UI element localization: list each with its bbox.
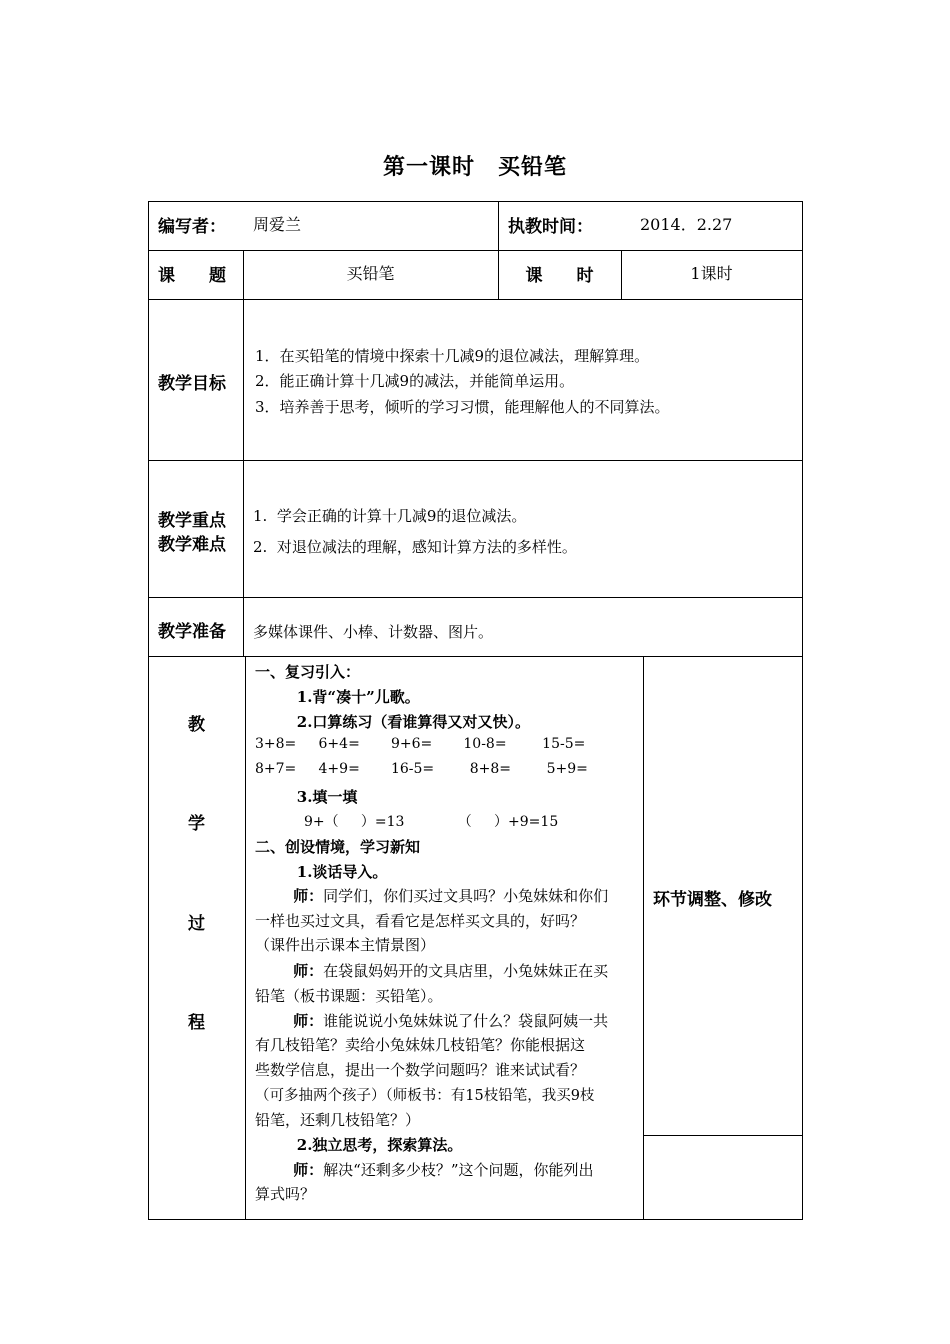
key-points-label: 教学重点 <box>158 511 226 531</box>
process-line: 铅笔，还剩几枝铅笔？） <box>255 1111 421 1129</box>
speaker-label: 师： <box>293 887 324 905</box>
col-divider <box>245 656 246 1219</box>
author-value: 周爱兰 <box>253 215 302 234</box>
row-divider <box>148 460 803 461</box>
process-line: 9+（ ）=13 （ ）+9=15 <box>255 814 559 830</box>
process-line: 8+7= 4+9= 16-5= 8+8= 5+9= <box>255 761 588 777</box>
author-label: 编写者： <box>158 217 226 237</box>
process-line: 3.填一填 <box>255 788 358 806</box>
process-label-char: 程 <box>188 1013 205 1033</box>
process-line: （可多抽两个孩子）（师板书：有15枝铅笔，我买9枝 <box>255 1088 595 1104</box>
key-item: 1. 学会正确的计算十几减9的退位减法。 <box>253 507 527 525</box>
process-line: 师：解决“还剩多少枝？”这个问题，你能列出 <box>293 1161 594 1179</box>
process-line: 铅笔（板书课题：买铅笔）。 <box>255 987 443 1005</box>
teaching-time-value: 2014．2.27 <box>640 215 733 234</box>
process-line: 师：同学们，你们买过文具吗？小兔妹妹和你们 <box>293 887 609 905</box>
page-title: 第一课时 买铅笔 <box>382 154 567 180</box>
process-line: 1.谈话导入。 <box>255 863 388 881</box>
process-line: （课件出示课本主情景图） <box>255 936 436 954</box>
process-line: 二、创设情境，学习新知 <box>255 838 421 856</box>
process-label-char: 学 <box>188 814 205 834</box>
process-line: 师：在袋鼠妈妈开的文具店里，小兔妹妹正在买 <box>293 962 609 980</box>
process-line: 2.独立思考，探索算法。 <box>255 1136 463 1154</box>
process-line: 1.背“凑十”儿歌。 <box>255 688 420 706</box>
process-label-char: 过 <box>188 914 205 934</box>
period-label: 课 时 <box>525 266 594 286</box>
key-item: 2. 对退位减法的理解，感知计算方法的多样性。 <box>253 538 577 556</box>
table-border-right <box>802 201 803 1220</box>
process-line: 算式吗？ <box>255 1185 316 1203</box>
process-line: 一、复习引入： <box>255 663 361 681</box>
preparation-text: 多媒体课件、小棒、计数器、图片。 <box>253 623 494 641</box>
row-divider <box>148 597 803 598</box>
teaching-time-label: 执教时间： <box>508 217 593 237</box>
difficulties-label: 教学难点 <box>158 535 226 555</box>
row-divider <box>148 299 803 300</box>
table-border-top <box>148 201 803 202</box>
speaker-label: 师： <box>293 1012 324 1030</box>
topic-value: 买铅笔 <box>346 264 395 283</box>
process-label-char: 教 <box>188 715 205 735</box>
side-note-divider <box>643 1135 803 1136</box>
process-line: 有几枝铅笔？卖给小兔妹妹几枝铅笔？你能根据这 <box>255 1036 586 1054</box>
speaker-label: 师： <box>293 1161 324 1179</box>
process-line: 一样也买过文具，看看它是怎样买文具的，好吗？ <box>255 912 586 930</box>
goals-label: 教学目标 <box>158 374 226 394</box>
goal-item: 3．培养善于思考，倾听的学习习惯，能理解他人的不同算法。 <box>255 398 670 416</box>
process-line: 3+8= 6+4= 9+6= 10-8= 15-5= <box>255 736 586 752</box>
goal-item: 2．能正确计算十几减9的减法，并能简单运用。 <box>255 372 575 390</box>
process-line: 师：谁能说说小兔妹妹说了什么？袋鼠阿姨一共 <box>293 1012 609 1030</box>
goal-item: 1．在买铅笔的情境中探索十几减9的退位减法，理解算理。 <box>255 347 650 365</box>
speaker-label: 师： <box>293 962 324 980</box>
period-value: 1课时 <box>690 264 733 283</box>
adjustment-note: 环节调整、修改 <box>653 890 772 910</box>
col-divider <box>643 656 644 1219</box>
table-border-bottom <box>148 1219 803 1220</box>
topic-label: 课 题 <box>158 266 226 286</box>
preparation-label: 教学准备 <box>158 622 226 642</box>
process-line: 些数学信息，提出一个数学问题吗？谁来试试看？ <box>255 1061 586 1079</box>
row-divider <box>148 250 803 251</box>
col-divider <box>243 250 244 656</box>
row-divider <box>148 656 803 657</box>
process-line: 2.口算练习（看谁算得又对又快）。 <box>255 713 530 731</box>
